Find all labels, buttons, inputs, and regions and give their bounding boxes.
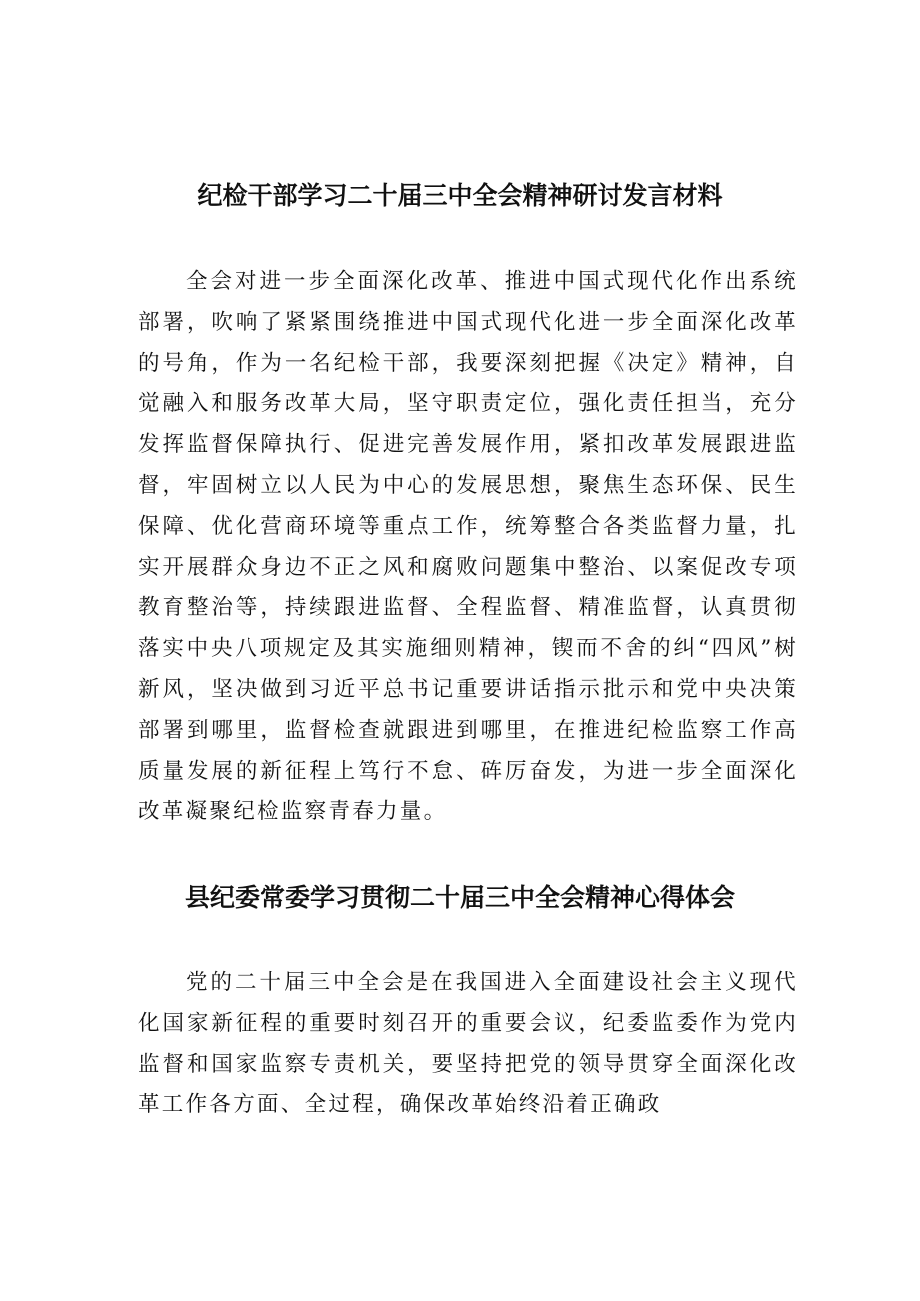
section-1-title: 纪检干部学习二十届三中全会精神研讨发言材料 [197, 181, 723, 210]
section-2-title: 县纪委常委学习贯彻二十届三中全会精神心得体会 [184, 883, 735, 912]
section-1-paragraph: 全会对进一步全面深化改革、推进中国式现代化作出系统部署，吹响了紧紧围绕推进中国式现代化进一步全面深化改革的号角，作为一名纪检干部，我要深刻把握《决定》精神，自觉融入和服务改革大局，坚守职责定位，强化责任担当，充分发挥监督保障执行、促进完善发展作用，紧扣改革发展跟进监督，牢固树立以人民为中心的发展思想，聚焦生态环保、民生保障、优化营商环境等重点工作，统筹整合各类监督力量，扎实开展群众身边不正之风和腐败问题集中整治、以案促改专项教育整治等，持续跟进监督、全程监督、精准监督，认真贯彻落实中央八项规定及其实施细则精神，锲而不舍的纠“四风”树新风，坚决做到习近平总书记重要讲话指示批示和党中央决策部署到哪里，监督检查就跟进到哪里，在推进纪检监察工作高质量发展的新征程上笃行不怠、砗厉奋发，为进一步全面深化改革凝聚纪检监察青春力量。 [138, 269, 798, 825]
section-2-paragraph: 党的二十届三中全会是在我国进入全面建设社会主义现代化国家新征程的重要时刻召开的重要会议，纪委监委作为党内监督和国家监察专责机关，要坚持把党的领导贯穿全面深化改革工作各方面、全过程，确保改革始终沿着正确政 [138, 970, 798, 1118]
